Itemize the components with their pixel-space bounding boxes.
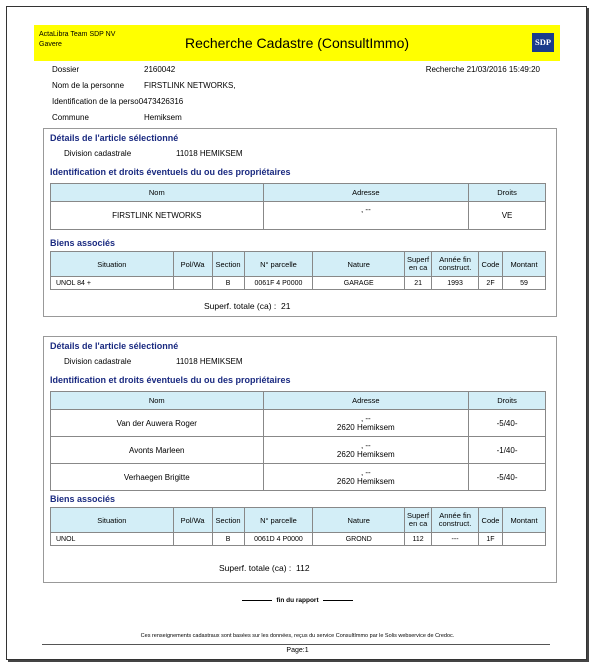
owner-address (263, 410, 469, 437)
cell-code: 2F (479, 277, 503, 290)
owner-address (263, 464, 469, 491)
col-nature: Nature (313, 508, 405, 533)
owner-name: Avonts Marleen (51, 437, 264, 464)
cell-superf: 112 (405, 533, 432, 546)
cell-situation: UNOL (51, 533, 174, 546)
col-annee: Année fin construct. (432, 508, 479, 533)
owner-address-line-1: , -- (360, 468, 371, 477)
cell-section: B (212, 277, 244, 290)
col-situation: Situation (51, 508, 174, 533)
company-line-2: Gavere (39, 41, 62, 48)
biens-title: Biens associés (50, 494, 116, 504)
biens-title: Biens associés (50, 238, 116, 248)
cell-superf: 21 (405, 277, 432, 290)
cell-polwa (173, 277, 212, 290)
owner-address-line-2: 2620 Hemiksem (336, 477, 395, 486)
biens-table (50, 251, 546, 290)
total-value: 112 (296, 563, 310, 573)
report-title: Recherche Cadastre (ConsultImmo) (184, 35, 410, 51)
owner-name: Van der Auwera Roger (51, 410, 264, 437)
cell-nature: GARAGE (313, 277, 405, 290)
division-label: Division cadastrale (64, 357, 132, 366)
article-section (43, 128, 557, 317)
company-line-1: ActaLibra Team SDP NV (39, 31, 116, 38)
col-polwa: Pol/Wa (173, 252, 212, 277)
col-annee: Année fin construct. (432, 252, 479, 277)
col-superf: Superf en ca (405, 508, 432, 533)
cell-code: 1F (479, 533, 503, 546)
owner-address (263, 437, 469, 464)
report-header (34, 25, 560, 61)
col-code: Code (479, 508, 503, 533)
identification-value: 0473426316 (138, 97, 184, 106)
commune-value: Hemiksem (144, 113, 182, 122)
owner-address-line-2: 2620 Hemiksem (336, 450, 395, 459)
details-title: Détails de l'article sélectionné (50, 133, 179, 143)
owner-address-line-1: , -- (360, 441, 371, 450)
page-number: Page:1 (286, 647, 309, 654)
col-montant: Montant (503, 252, 546, 277)
division-label: Division cadastrale (64, 149, 132, 158)
owner-name: Verhaegen Brigitte (51, 464, 264, 491)
commune-label: Commune (52, 113, 89, 122)
col-section: Section (212, 508, 244, 533)
division-value: 11018 HEMIKSEM (176, 149, 243, 158)
end-of-report-label: fin du rapport (276, 597, 319, 604)
col-nom: Nom (51, 392, 264, 410)
total-surface (219, 563, 310, 573)
col-superf: Superf en ca (405, 252, 432, 277)
owner-address-line-1: , -- (360, 414, 371, 423)
divider (323, 600, 353, 601)
division-value: 11018 HEMIKSEM (176, 357, 243, 366)
col-situation: Situation (51, 252, 174, 277)
col-montant: Montant (502, 508, 545, 533)
person-name-value: FIRSTLINK NETWORKS, (144, 81, 236, 90)
footer-divider (42, 644, 550, 645)
col-parcelle: N° parcelle (244, 252, 313, 277)
cell-section: B (212, 533, 244, 546)
owner-droits: VE (469, 202, 546, 230)
table-row (51, 533, 546, 546)
owner-address (263, 202, 469, 230)
dossier-value: 2160042 (144, 65, 176, 74)
cell-annee: --- (432, 533, 479, 546)
col-droits: Droits (469, 392, 546, 410)
division-row (64, 149, 243, 158)
details-title: Détails de l'article sélectionné (50, 341, 179, 351)
article-section (43, 336, 557, 583)
col-polwa: Pol/Wa (173, 508, 212, 533)
owner-droits: -1/40- (469, 437, 546, 464)
owner-name: FIRSTLINK NETWORKS (51, 202, 264, 230)
total-surface (204, 301, 291, 311)
total-label: Superf. totale (ca) : (204, 301, 277, 311)
col-parcelle: N° parcelle (244, 508, 313, 533)
col-adresse: Adresse (263, 392, 469, 410)
divider (242, 600, 272, 601)
cell-annee: 1993 (432, 277, 479, 290)
owner-droits: -5/40- (469, 464, 546, 491)
col-code: Code (479, 252, 503, 277)
table-row (51, 277, 546, 290)
col-adresse: Adresse (263, 184, 469, 202)
total-value: 21 (281, 301, 291, 311)
cell-polwa (173, 533, 212, 546)
total-label: Superf. totale (ca) : (219, 563, 292, 573)
owners-table (50, 391, 546, 491)
table-row (51, 464, 546, 491)
cell-montant (502, 533, 545, 546)
owner-address-line-2: 2620 Hemiksem (336, 423, 395, 432)
owner-address-line-1: , -- (360, 205, 371, 214)
table-row (51, 202, 546, 230)
table-row (51, 437, 546, 464)
col-nom: Nom (51, 184, 264, 202)
table-row (51, 410, 546, 437)
dossier-label: Dossier (52, 65, 80, 74)
cell-montant: 59 (503, 277, 546, 290)
owners-table (50, 183, 546, 230)
col-section: Section (212, 252, 244, 277)
owners-title: Identification et droits éventuels du ou des propriétaires (50, 375, 291, 385)
cell-nature: GROND (313, 533, 405, 546)
report-meta (52, 64, 236, 128)
report-page (6, 6, 587, 660)
division-row (64, 357, 243, 366)
col-nature: Nature (313, 252, 405, 277)
cell-parcelle: 0061F 4 P0000 (244, 277, 313, 290)
footnote: Ces renseignements cadastraux sont basées sur les données, reçus du service ConsultImmo par le Solis webservice de Credoc. (140, 633, 455, 639)
sdp-logo: SDP (532, 33, 554, 52)
cell-situation: UNOL 84 + (51, 277, 174, 290)
owners-title: Identification et droits éventuels du ou des propriétaires (50, 167, 291, 177)
cell-parcelle: 0061D 4 P0000 (244, 533, 313, 546)
col-droits: Droits (469, 184, 546, 202)
owner-droits: -5/40- (469, 410, 546, 437)
end-of-report (7, 597, 588, 604)
biens-table (50, 507, 546, 546)
person-name-label: Nom de la personne (52, 81, 125, 90)
search-timestamp: Recherche 21/03/2016 15:49:20 (425, 65, 540, 74)
identification-label: Identification de la perso (52, 97, 139, 106)
